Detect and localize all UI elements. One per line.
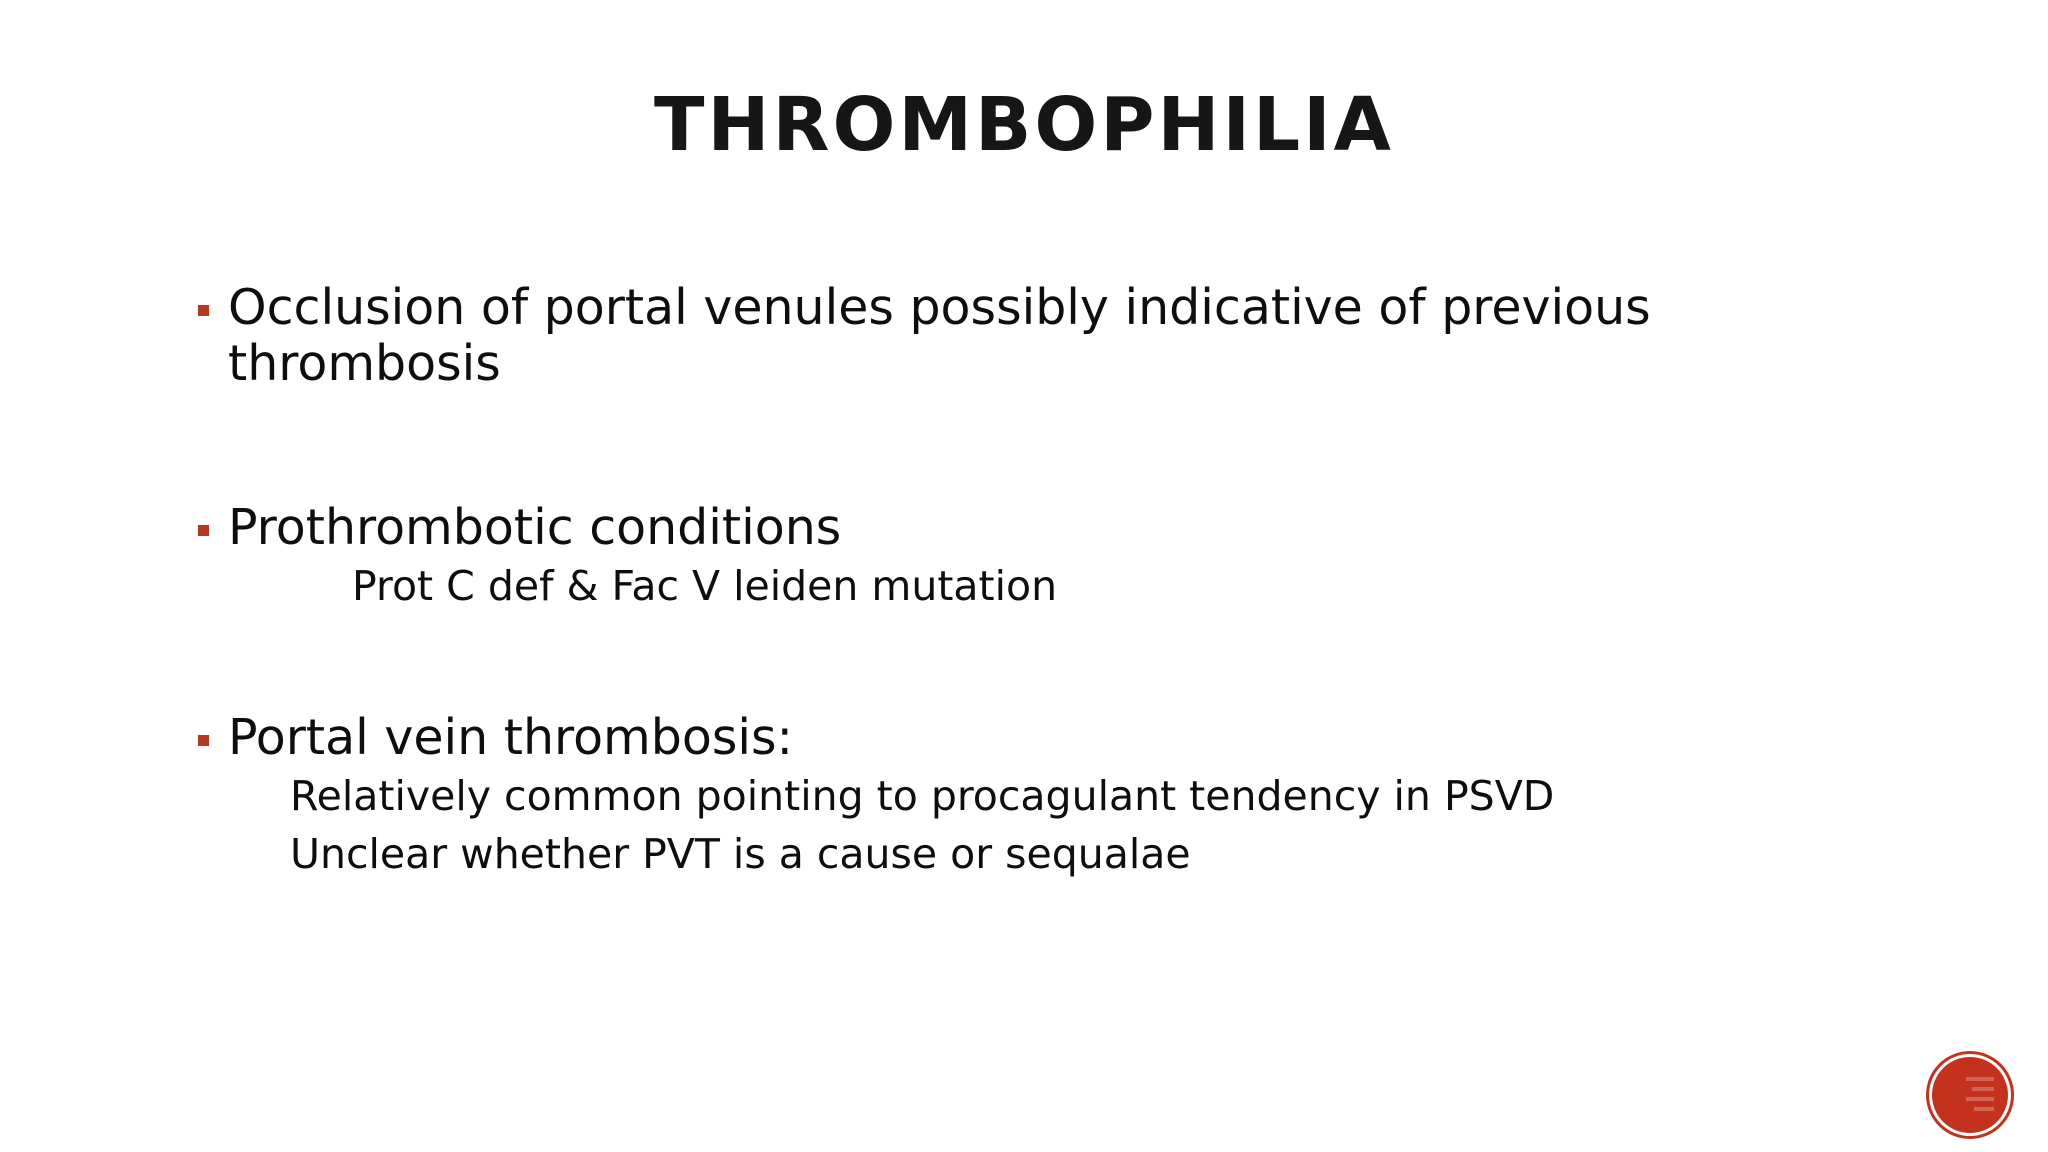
bullet-square-icon bbox=[198, 305, 209, 316]
bullet-item-1 bbox=[198, 280, 1698, 400]
slide-nav-button[interactable] bbox=[1932, 1057, 2008, 1133]
bullet-square-icon bbox=[198, 525, 209, 536]
bullet-item-3 bbox=[198, 710, 1698, 890]
slide-nav-button-icon bbox=[1966, 1077, 1994, 1113]
sub-item: Prot C def & Fac V leiden mutation bbox=[352, 562, 1058, 610]
bullet-text: Occlusion of portal venules possibly indicative of previous bbox=[228, 279, 1651, 336]
sub-item: Unclear whether PVT is a cause or sequalae bbox=[290, 830, 1191, 878]
bullet-item-2 bbox=[198, 500, 1698, 620]
slide-title: THROMBOPHILIA bbox=[654, 82, 1394, 168]
bullet-text: Portal vein thrombosis: bbox=[228, 709, 794, 766]
bullet-square-icon bbox=[198, 735, 209, 746]
sub-item: Relatively common pointing to procagulant tendency in PSVD bbox=[290, 772, 1555, 820]
bullet-text-continued: thrombosis bbox=[228, 335, 501, 392]
bullet-text: Prothrombotic conditions bbox=[228, 499, 842, 556]
